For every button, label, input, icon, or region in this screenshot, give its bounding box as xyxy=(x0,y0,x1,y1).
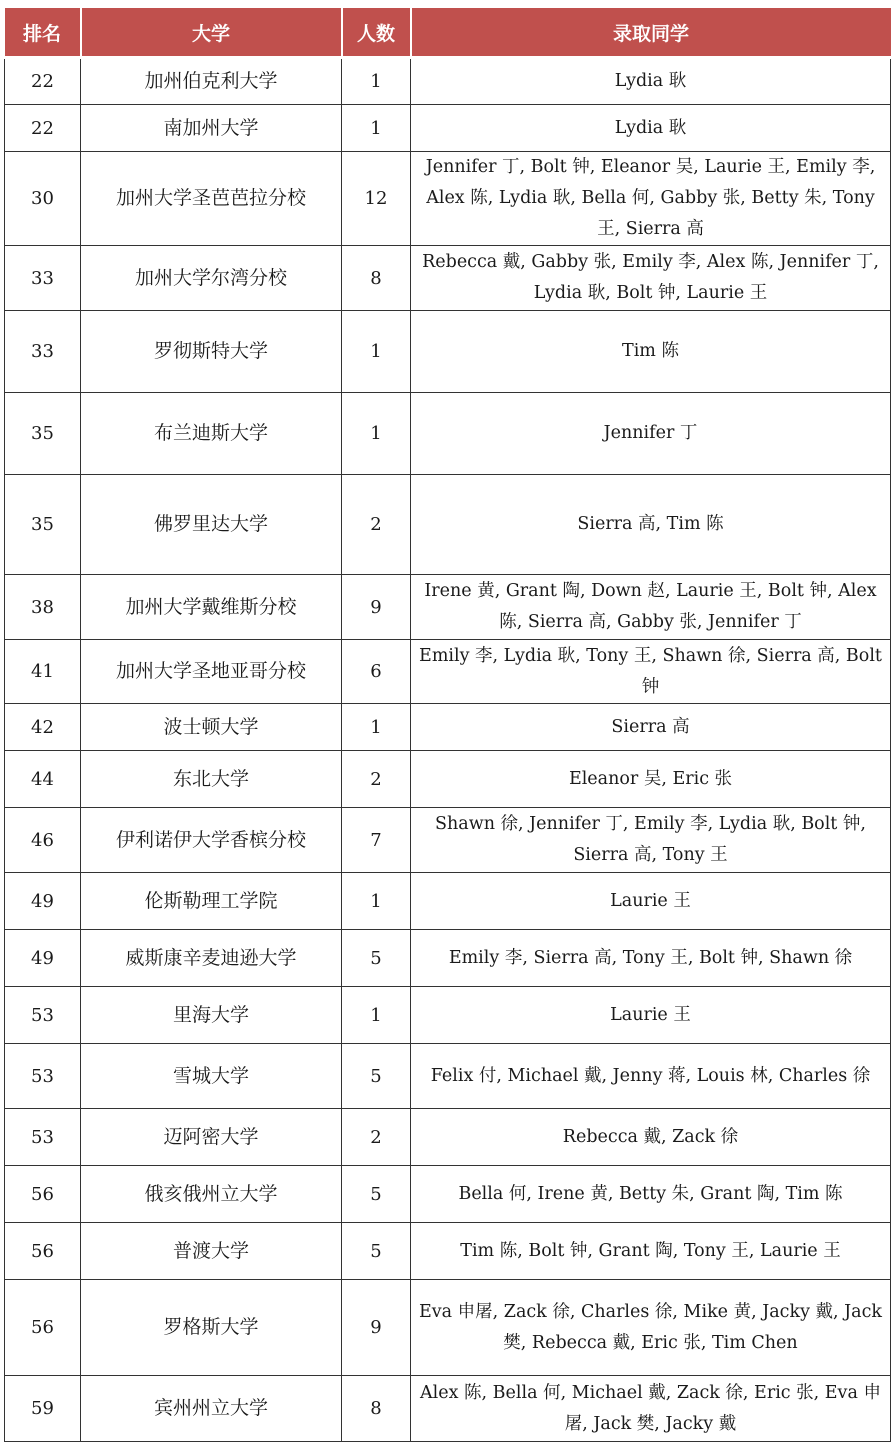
students-cell: Laurie 王 xyxy=(411,987,891,1044)
rank-cell: 56 xyxy=(5,1223,81,1280)
count-cell: 1 xyxy=(342,105,411,152)
count-cell: 12 xyxy=(342,152,411,246)
table-row xyxy=(5,808,891,873)
count-cell: 2 xyxy=(342,475,411,575)
header-row xyxy=(5,8,891,58)
table-row xyxy=(5,575,891,640)
table-row xyxy=(5,1376,891,1442)
count-cell: 1 xyxy=(342,987,411,1044)
admissions-table xyxy=(4,8,891,1442)
count-cell: 5 xyxy=(342,1223,411,1280)
students-cell: Tim 陈 xyxy=(411,311,891,393)
count-cell: 2 xyxy=(342,1109,411,1166)
rank-cell: 35 xyxy=(5,475,81,575)
university-cell: 南加州大学 xyxy=(81,105,342,152)
university-cell: 布兰迪斯大学 xyxy=(81,393,342,475)
rank-cell: 42 xyxy=(5,704,81,751)
university-cell: 普渡大学 xyxy=(81,1223,342,1280)
rank-cell: 30 xyxy=(5,152,81,246)
university-cell: 伦斯勒理工学院 xyxy=(81,873,342,930)
rank-cell: 49 xyxy=(5,930,81,987)
university-cell: 宾州州立大学 xyxy=(81,1376,342,1442)
students-cell: Laurie 王 xyxy=(411,873,891,930)
university-cell: 佛罗里达大学 xyxy=(81,475,342,575)
header-count: 人数 xyxy=(342,8,411,58)
university-cell: 俄亥俄州立大学 xyxy=(81,1166,342,1223)
count-cell: 1 xyxy=(342,311,411,393)
students-cell: Lydia 耿 xyxy=(411,105,891,152)
table-row xyxy=(5,1109,891,1166)
rank-cell: 53 xyxy=(5,1109,81,1166)
count-cell: 1 xyxy=(342,393,411,475)
students-cell: Shawn 徐, Jennifer 丁, Emily 李, Lydia 耿, Bolt 钟, Sierra 高, Tony 王 xyxy=(411,808,891,873)
table-row xyxy=(5,393,891,475)
count-cell: 1 xyxy=(342,704,411,751)
students-cell: Sierra 高 xyxy=(411,704,891,751)
count-cell: 5 xyxy=(342,1166,411,1223)
students-cell: Tim 陈, Bolt 钟, Grant 陶, Tony 王, Laurie 王 xyxy=(411,1223,891,1280)
rank-cell: 53 xyxy=(5,1044,81,1109)
students-cell: Eva 申屠, Zack 徐, Charles 徐, Mike 黄, Jacky 戴, Jack 樊, Rebecca 戴, Eric 张, Tim Chen xyxy=(411,1280,891,1376)
students-cell: Lydia 耿 xyxy=(411,58,891,105)
table-row xyxy=(5,704,891,751)
table-row xyxy=(5,640,891,704)
university-cell: 加州大学尔湾分校 xyxy=(81,246,342,311)
students-cell: Felix 付, Michael 戴, Jenny 蒋, Louis 林, Charles 徐 xyxy=(411,1044,891,1109)
count-cell: 8 xyxy=(342,1376,411,1442)
university-cell: 加州大学戴维斯分校 xyxy=(81,575,342,640)
table-row xyxy=(5,246,891,311)
rank-cell: 33 xyxy=(5,311,81,393)
university-cell: 加州大学圣地亚哥分校 xyxy=(81,640,342,704)
header-students: 录取同学 xyxy=(411,8,891,58)
count-cell: 9 xyxy=(342,575,411,640)
count-cell: 5 xyxy=(342,1044,411,1109)
rank-cell: 56 xyxy=(5,1166,81,1223)
rank-cell: 22 xyxy=(5,58,81,105)
university-cell: 威斯康辛麦迪逊大学 xyxy=(81,930,342,987)
count-cell: 9 xyxy=(342,1280,411,1376)
table-row xyxy=(5,873,891,930)
university-cell: 波士顿大学 xyxy=(81,704,342,751)
table-row xyxy=(5,930,891,987)
count-cell: 1 xyxy=(342,873,411,930)
students-cell: Emily 李, Sierra 高, Tony 王, Bolt 钟, Shawn 徐 xyxy=(411,930,891,987)
students-cell: Eleanor 吴, Eric 张 xyxy=(411,751,891,808)
rank-cell: 38 xyxy=(5,575,81,640)
count-cell: 8 xyxy=(342,246,411,311)
university-cell: 加州伯克利大学 xyxy=(81,58,342,105)
students-cell: Emily 李, Lydia 耿, Tony 王, Shawn 徐, Sierra 高, Bolt 钟 xyxy=(411,640,891,704)
table-row xyxy=(5,105,891,152)
table-row xyxy=(5,751,891,808)
header-rank: 排名 xyxy=(5,8,81,58)
university-cell: 加州大学圣芭芭拉分校 xyxy=(81,152,342,246)
count-cell: 2 xyxy=(342,751,411,808)
students-cell: Rebecca 戴, Zack 徐 xyxy=(411,1109,891,1166)
rank-cell: 46 xyxy=(5,808,81,873)
table-row xyxy=(5,987,891,1044)
students-cell: Jennifer 丁, Bolt 钟, Eleanor 吴, Laurie 王, Emily 李, Alex 陈, Lydia 耿, Bella 何, Gabby 张, Betty 朱, Tony 王, Sierra 高 xyxy=(411,152,891,246)
table-row xyxy=(5,1044,891,1109)
rank-cell: 33 xyxy=(5,246,81,311)
rank-cell: 44 xyxy=(5,751,81,808)
rank-cell: 59 xyxy=(5,1376,81,1442)
count-cell: 6 xyxy=(342,640,411,704)
rank-cell: 49 xyxy=(5,873,81,930)
students-cell: Alex 陈, Bella 何, Michael 戴, Zack 徐, Eric 张, Eva 申屠, Jack 樊, Jacky 戴 xyxy=(411,1376,891,1442)
rank-cell: 35 xyxy=(5,393,81,475)
university-cell: 东北大学 xyxy=(81,751,342,808)
students-cell: Irene 黄, Grant 陶, Down 赵, Laurie 王, Bolt 钟, Alex 陈, Sierra 高, Gabby 张, Jennifer 丁 xyxy=(411,575,891,640)
table-row xyxy=(5,311,891,393)
table-body xyxy=(5,58,891,1442)
table-row xyxy=(5,1280,891,1376)
count-cell: 1 xyxy=(342,58,411,105)
university-cell: 伊利诺伊大学香槟分校 xyxy=(81,808,342,873)
table-row xyxy=(5,58,891,105)
university-cell: 雪城大学 xyxy=(81,1044,342,1109)
students-cell: Bella 何, Irene 黄, Betty 朱, Grant 陶, Tim 陈 xyxy=(411,1166,891,1223)
university-cell: 里海大学 xyxy=(81,987,342,1044)
students-cell: Sierra 高, Tim 陈 xyxy=(411,475,891,575)
university-cell: 罗彻斯特大学 xyxy=(81,311,342,393)
students-cell: Rebecca 戴, Gabby 张, Emily 李, Alex 陈, Jennifer 丁, Lydia 耿, Bolt 钟, Laurie 王 xyxy=(411,246,891,311)
rank-cell: 53 xyxy=(5,987,81,1044)
table-row xyxy=(5,1166,891,1223)
students-cell: Jennifer 丁 xyxy=(411,393,891,475)
table-header xyxy=(5,8,891,58)
rank-cell: 41 xyxy=(5,640,81,704)
count-cell: 7 xyxy=(342,808,411,873)
count-cell: 5 xyxy=(342,930,411,987)
university-cell: 罗格斯大学 xyxy=(81,1280,342,1376)
university-cell: 迈阿密大学 xyxy=(81,1109,342,1166)
table-row xyxy=(5,152,891,246)
rank-cell: 22 xyxy=(5,105,81,152)
table-row xyxy=(5,1223,891,1280)
table-row xyxy=(5,475,891,575)
rank-cell: 56 xyxy=(5,1280,81,1376)
header-university: 大学 xyxy=(81,8,342,58)
